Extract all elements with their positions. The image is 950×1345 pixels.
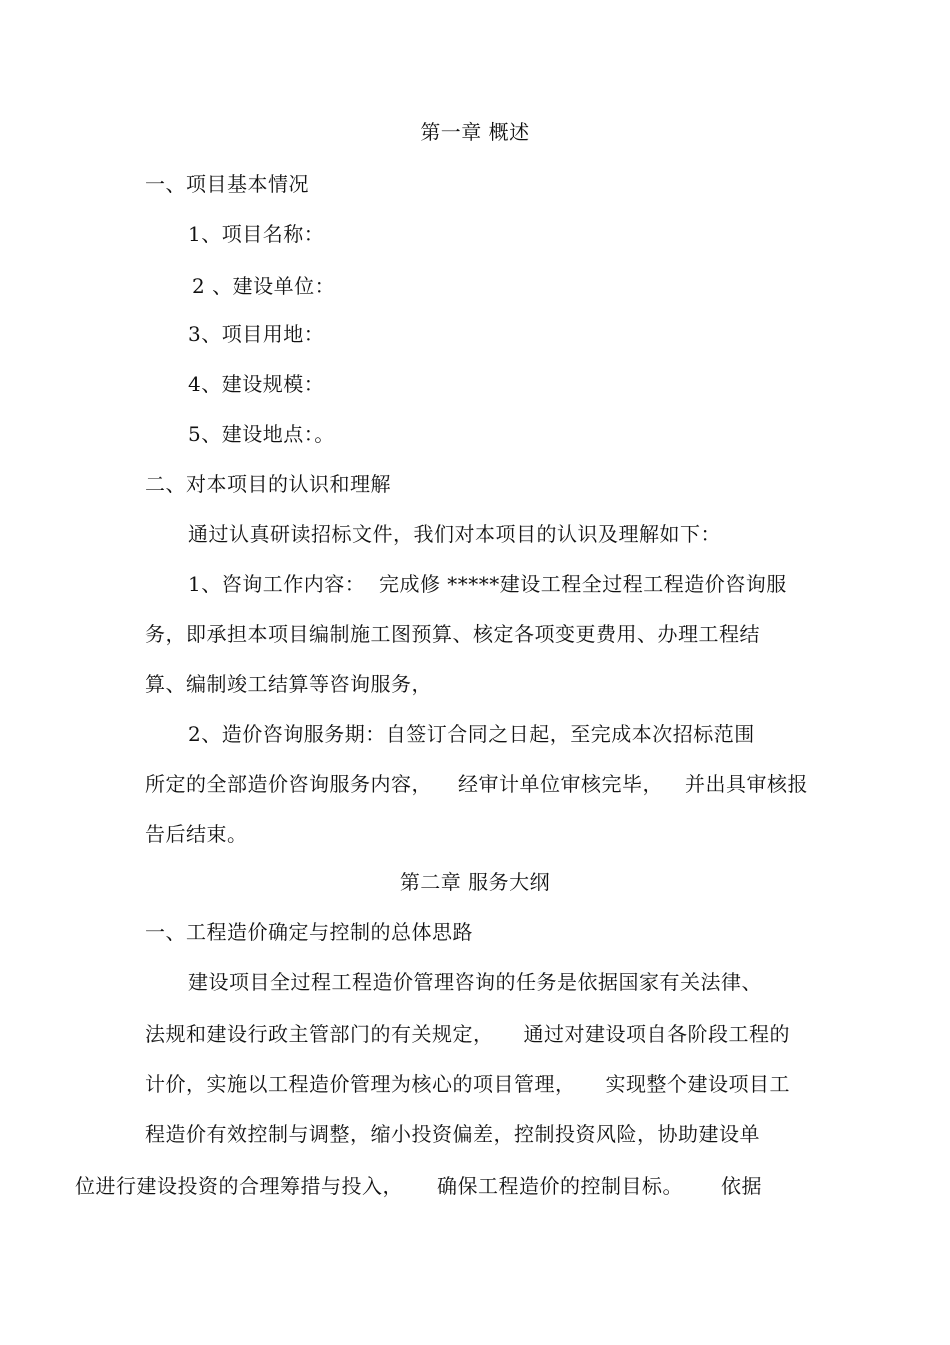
item-project-name: 1、项目名称： bbox=[188, 222, 325, 246]
paragraph2-line2-part3: 并出具审核报 bbox=[685, 772, 808, 796]
chapter2-paragraph-line5-part2: 确保工程造价的控制目标。 bbox=[437, 1174, 683, 1198]
chapter2-paragraph-line1: 建设项目全过程工程造价管理咨询的任务是依据国家有关法律、 bbox=[188, 970, 762, 994]
paragraph2-line3: 告后结束。 bbox=[145, 822, 248, 846]
chapter2-paragraph-line5-part1: 位进行建设投资的合理筹措与投入， bbox=[75, 1174, 403, 1198]
item-construction-scale: 4、建设规模： bbox=[188, 372, 325, 396]
chapter2-section1-heading: 一、工程造价确定与控制的总体思路 bbox=[145, 920, 473, 944]
paragraph2-line2 bbox=[145, 770, 808, 798]
chapter2-paragraph-line5-part3: 依据 bbox=[721, 1174, 762, 1198]
paragraph1-line3: 算、编制竣工结算等咨询服务， bbox=[145, 672, 432, 696]
chapter2-paragraph-line5 bbox=[75, 1172, 762, 1200]
paragraph1-line1: 1、咨询工作内容： 完成修 *****建设工程全过程工程造价咨询服 bbox=[188, 572, 787, 596]
chapter2-title: 第二章 服务大纲 bbox=[399, 870, 551, 894]
chapter2-paragraph-line3 bbox=[145, 1070, 790, 1098]
paragraph2-line1: 2、造价咨询服务期：自签订合同之日起，至完成本次招标范围 bbox=[188, 722, 755, 746]
item-project-land: 3、项目用地： bbox=[188, 322, 325, 346]
chapter1-title: 第一章 概述 bbox=[420, 120, 530, 144]
section2-intro: 通过认真研读招标文件，我们对本项目的认识及理解如下： bbox=[188, 522, 721, 546]
paragraph2-line2-part2: 经审计单位审核完毕， bbox=[458, 772, 663, 796]
chapter2-paragraph-line3-part1: 计价，实施以工程造价管理为核心的项目管理， bbox=[145, 1072, 576, 1096]
section1-heading: 一、项目基本情况 bbox=[145, 172, 309, 196]
chapter2-paragraph-line4: 程造价有效控制与调整，缩小投资偏差，控制投资风险，协助建设单 bbox=[145, 1122, 760, 1146]
item-construction-location: 5、建设地点：。 bbox=[188, 422, 335, 446]
chapter2-paragraph-line3-part2: 实现整个建设项目工 bbox=[605, 1072, 790, 1096]
item-construction-unit: 2 、建设单位： bbox=[192, 274, 336, 298]
chapter2-paragraph-line2-part1: 法规和建设行政主管部门的有关规定， bbox=[145, 1022, 494, 1046]
paragraph2-line2-part1: 所定的全部造价咨询服务内容， bbox=[145, 772, 432, 796]
section2-heading: 二、对本项目的认识和理解 bbox=[145, 472, 391, 496]
paragraph1-line2: 务，即承担本项目编制施工图预算、核定各项变更费用、办理工程结 bbox=[145, 622, 760, 646]
chapter2-paragraph-line2-part2: 通过对建设项自各阶段工程的 bbox=[523, 1022, 790, 1046]
chapter2-paragraph-line2 bbox=[145, 1020, 790, 1048]
